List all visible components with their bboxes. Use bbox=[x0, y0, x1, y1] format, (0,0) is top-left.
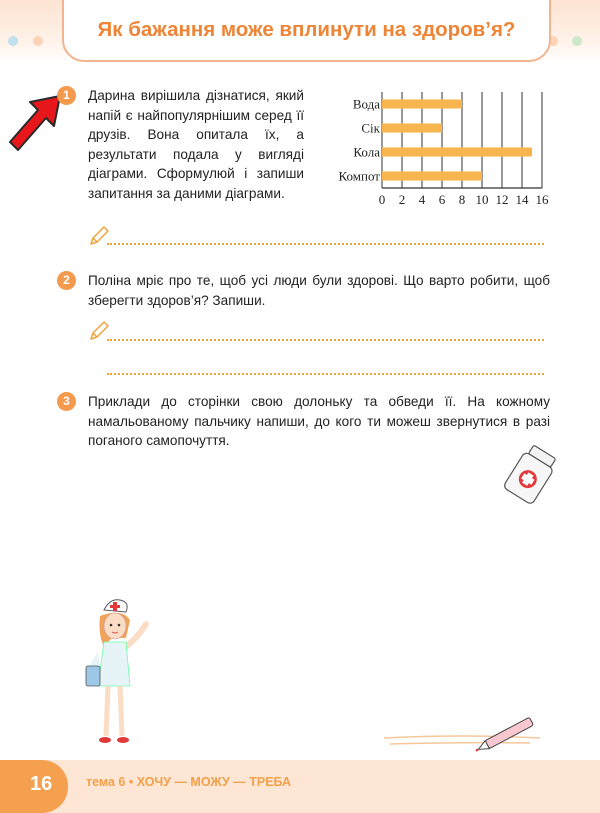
answer-line[interactable] bbox=[107, 243, 544, 245]
x-tick-label: 12 bbox=[495, 192, 509, 207]
bar bbox=[382, 172, 482, 181]
x-tick-label: 14 bbox=[515, 192, 529, 207]
x-tick-label: 2 bbox=[398, 192, 406, 207]
x-tick-label: 4 bbox=[418, 192, 426, 207]
task-2-text: Поліна мріє про те, щоб усі люди були здорові. Що варто робити, щоб зберегти здоров’я? Запиши. bbox=[88, 273, 550, 308]
task-2-number: 2 bbox=[57, 271, 76, 290]
x-tick-label: 0 bbox=[378, 192, 386, 207]
nurse-illustration bbox=[78, 596, 160, 752]
bar bbox=[382, 100, 462, 109]
answer-line[interactable] bbox=[107, 339, 544, 341]
title-box bbox=[62, 0, 551, 62]
answer-line[interactable] bbox=[107, 373, 544, 375]
bar bbox=[382, 148, 532, 157]
task-3-number: 3 bbox=[57, 392, 76, 411]
x-tick-label: 16 bbox=[535, 192, 549, 207]
bar bbox=[382, 124, 442, 133]
task-3-text: Приклади до сторінки свою долоньку та обведи її. На кожному намальованому пальчику напиши, до кого ти можеш звернутися в разі поганого самопочуття. bbox=[88, 394, 550, 448]
category-label: Кола bbox=[353, 144, 380, 160]
drinks-bar-chart bbox=[320, 88, 560, 213]
x-tick-label: 8 bbox=[458, 192, 466, 207]
pen-doodle-icon bbox=[380, 712, 550, 756]
medicine-bottle-icon bbox=[500, 440, 562, 508]
task-1-number: 1 bbox=[57, 86, 76, 105]
x-tick-label: 10 bbox=[475, 192, 489, 207]
category-label: Компот bbox=[338, 168, 380, 184]
page-title: Як бажання може вплинути на здоров’я? bbox=[97, 18, 516, 41]
red-arrow-icon bbox=[8, 92, 68, 162]
category-label: Сік bbox=[361, 120, 380, 136]
footer-topic: тема 6 • ХОЧУ — МОЖУ — ТРЕБА bbox=[86, 775, 292, 789]
page-number: 16 bbox=[0, 760, 68, 813]
x-tick-label: 6 bbox=[438, 192, 446, 207]
category-label: Вода bbox=[352, 96, 380, 112]
task-1-text: Дарина вирішила дізнатися, який напій є найпопулярнішим серед її друзів. Вона опитала їх, а результати подала у вигляді діаграми. Сформулюй і запиши запитання за даними діаграми. bbox=[88, 88, 304, 201]
